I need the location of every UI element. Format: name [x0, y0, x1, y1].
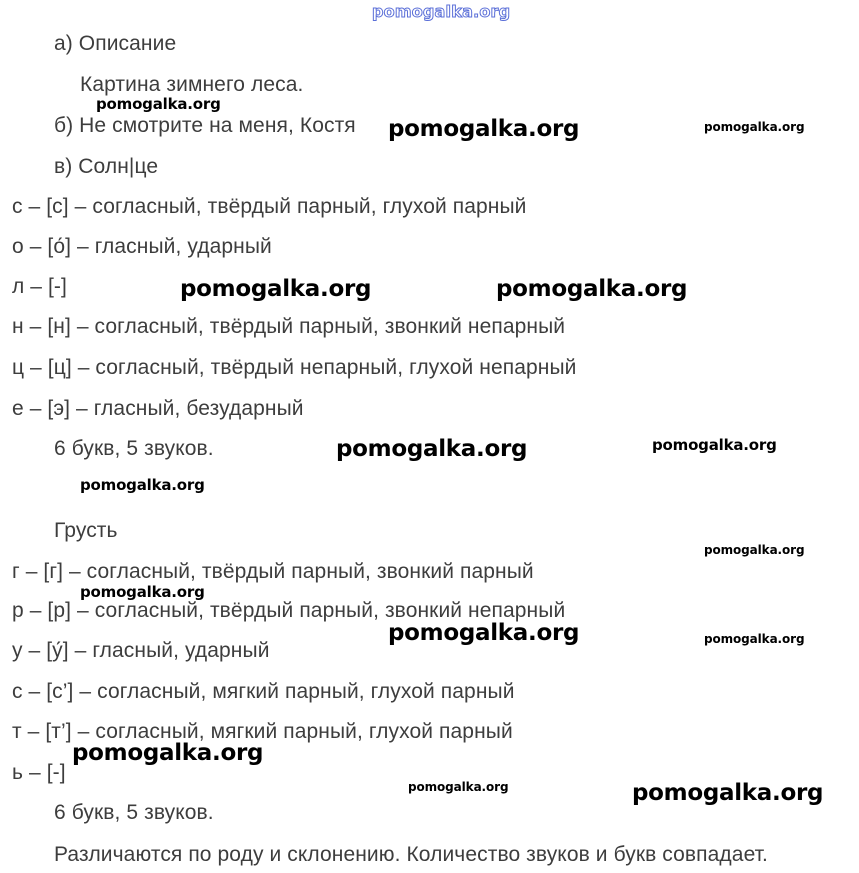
watermark: pomogalka.org — [388, 116, 580, 142]
watermark-top: pomogalka.org — [372, 2, 511, 21]
watermark: pomogalka.org — [704, 120, 805, 134]
text-line-b-ne-smotrite: б) Не смотрите на меня, Костя — [54, 114, 356, 137]
text-line-sound-r: р – [р] – согласный, твёрдый парный, звонкий непарный — [12, 599, 566, 622]
watermark: pomogalka.org — [96, 95, 221, 113]
text-line-v-solnce: в) Солн|це — [54, 155, 159, 178]
watermark: pomogalka.org — [496, 276, 688, 302]
text-line-sound-c: ц – [ц] – согласный, твёрдый непарный, глухой непарный — [12, 356, 577, 379]
watermark: pomogalka.org — [408, 780, 509, 794]
text-line-conclusion: Различаются по роду и склонению. Количество звуков и букв совпадает. — [54, 843, 768, 866]
text-line-a-opisanie: а) Описание — [54, 32, 177, 55]
watermark: pomogalka.org — [80, 476, 205, 494]
watermark: pomogalka.org — [180, 276, 372, 302]
text-line-sound-u: у – [у́] – гласный, ударный — [12, 639, 270, 662]
watermark: pomogalka.org — [704, 632, 805, 646]
watermark: pomogalka.org — [72, 740, 264, 766]
text-line-sound-s: с – [с] – согласный, твёрдый парный, глухой парный — [12, 195, 527, 218]
text-line-sound-n: н – [н] – согласный, твёрдый парный, звонкий непарный — [12, 315, 566, 338]
text-line-sound-soft-sign: ь – [-] — [12, 761, 66, 784]
text-line-sound-g: г – [г] – согласный, твёрдый парный, звонкий парный — [12, 560, 534, 583]
watermark: pomogalka.org — [336, 436, 528, 462]
text-line-count-2: 6 букв, 5 звуков. — [54, 801, 214, 824]
watermark: pomogalka.org — [632, 780, 824, 806]
watermark: pomogalka.org — [704, 543, 805, 557]
text-line-sound-e: е – [э] – гласный, безударный — [12, 397, 304, 420]
text-line-sound-t-soft: т – [т’] – согласный, мягкий парный, глухой парный — [12, 720, 513, 743]
text-line-count-1: 6 букв, 5 звуков. — [54, 437, 214, 460]
text-line-sound-o: о – [о́] – гласный, ударный — [12, 235, 272, 258]
text-line-sound-l: л – [-] — [12, 275, 67, 298]
watermark: pomogalka.org — [388, 620, 580, 646]
watermark: pomogalka.org — [652, 436, 777, 454]
text-line-kartina: Картина зимнего леса. — [80, 73, 304, 96]
watermark: pomogalka.org — [80, 583, 205, 601]
text-line-grust: Грусть — [54, 519, 118, 542]
text-line-sound-s-soft: с – [с’] – согласный, мягкий парный, глухой парный — [12, 680, 515, 703]
